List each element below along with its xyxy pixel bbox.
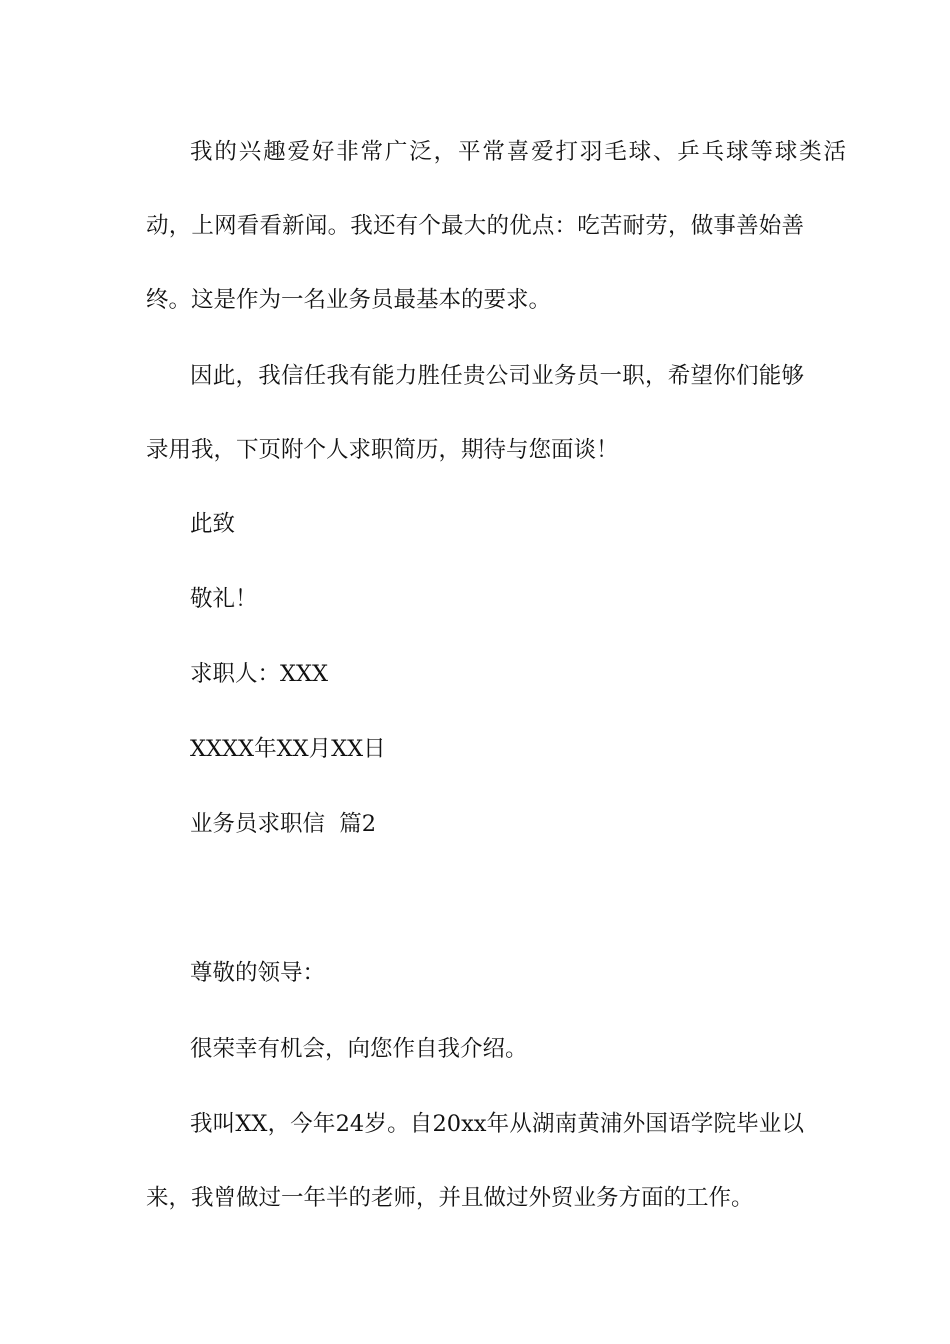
closing-regards: 敬礼！ <box>190 586 258 612</box>
letter-date: XXXX年XX月XX日 <box>190 736 386 762</box>
paragraph-hobbies-line-3: 终。这是作为一名业务员最基本的要求。 <box>146 287 552 313</box>
paragraph-background-line-1: 我叫XX，今年24岁。自20xx年从湖南黄浦外国语学院毕业以 <box>190 1111 804 1137</box>
paragraph-conclusion-line-2: 录用我，下页附个人求职简历，期待与您面谈！ <box>146 437 619 463</box>
paragraph-intro: 很荣幸有机会，向您作自我介绍。 <box>190 1036 528 1062</box>
paragraph-hobbies-line-1: 我的兴趣爱好非常广泛，平常喜爱打羽毛球、乒乓球等球类活 <box>190 139 846 165</box>
section-heading: 业务员求职信 篇2 <box>190 811 377 837</box>
closing-salutation: 此致 <box>190 511 236 537</box>
applicant-signature: 求职人：XXX <box>190 661 329 687</box>
letter-greeting: 尊敬的领导： <box>190 960 326 986</box>
paragraph-conclusion-line-1: 因此，我信任我有能力胜任贵公司业务员一职，希望你们能够 <box>190 363 804 389</box>
paragraph-hobbies-line-2: 动，上网看看新闻。我还有个最大的优点：吃苦耐劳，做事善始善 <box>146 213 804 239</box>
paragraph-background-line-2: 来，我曾做过一年半的老师，并且做过外贸业务方面的工作。 <box>146 1185 754 1211</box>
